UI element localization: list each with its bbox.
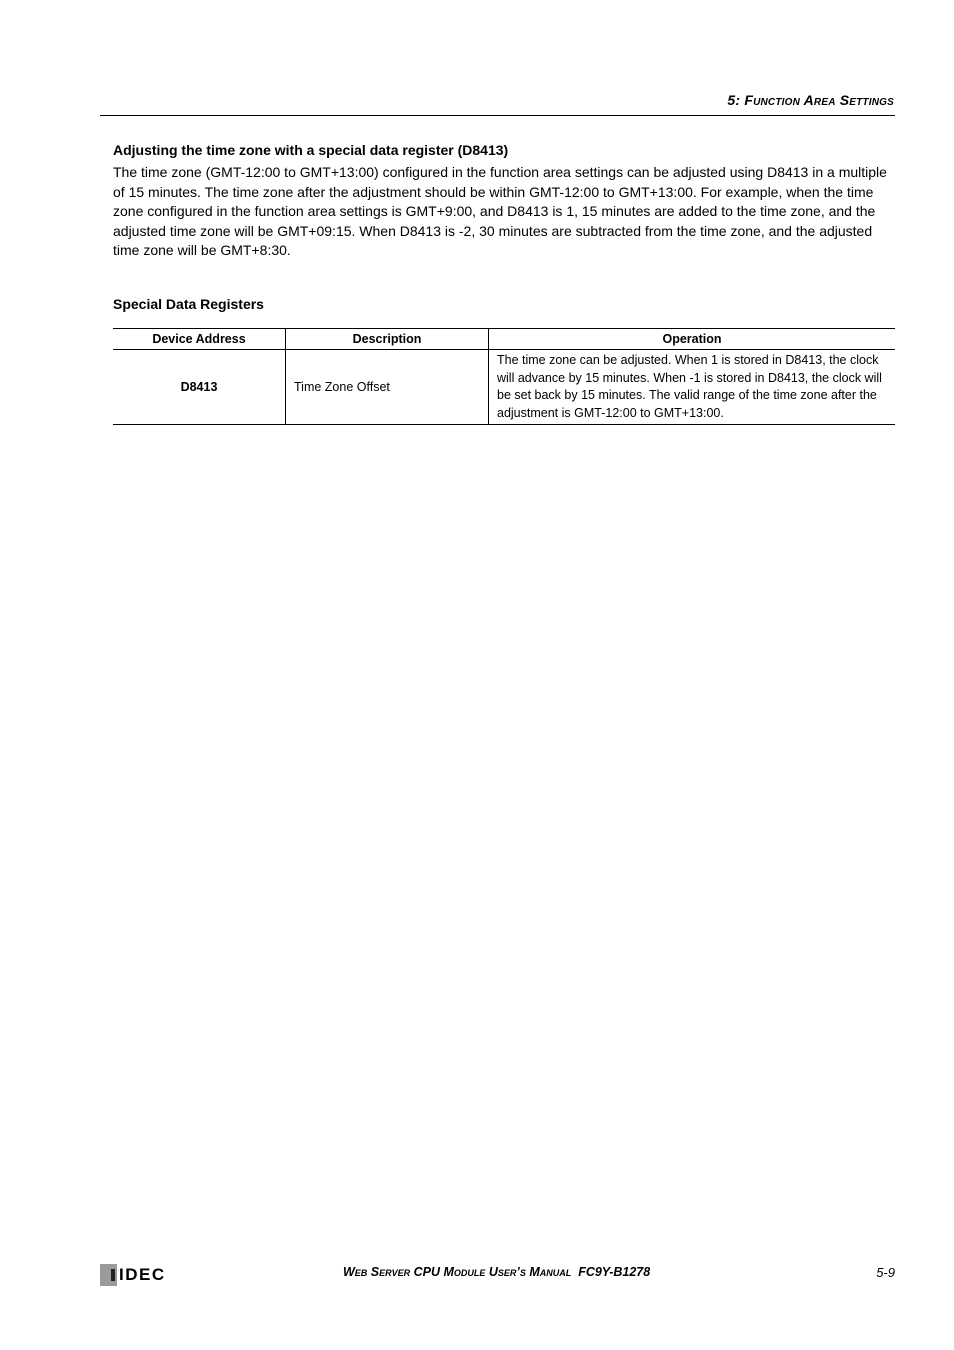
idec-logo [100,1264,166,1286]
page-number: 5-9 [876,1265,895,1280]
column-header-device-address: Device Address [113,329,286,350]
special-data-registers-table [113,328,895,425]
logo-mark-icon [100,1264,117,1286]
cell-device-address: D8413 [113,350,286,425]
table-heading: Special Data Registers [113,296,264,312]
cell-description: Time Zone Offset [286,350,489,425]
cell-operation: The time zone can be adjusted. When 1 is stored in D8413, the clock will advance by 15 minutes. When -1 is stored in D8413, the clock will be set back by 15 minutes. The valid range of the time zone after the adjustment is GMT-12:00 to GMT+13:00. [489,350,896,425]
footer-manual-title [343,1265,650,1279]
column-header-description: Description [286,329,489,350]
manual-doc-code: FC9Y-B1278 [578,1265,651,1279]
body-paragraph: The time zone (GMT-12:00 to GMT+13:00) configured in the function area settings can be adjusted using D8413 in a multiple of 15 minutes. The time zone after the adjustment should be within GMT-12:00 to GMT+13:00. For example, when the time zone configured in the function area settings is GMT+9:00, and D8413 is 1, 15 minutes are added to the time zone, and the adjusted time zone will be GMT+09:15. When D8413 is -2, 30 minutes are subtracted from the time zone, and the adjusted time zone will be GMT+8:30. [113,164,887,258]
column-header-operation: Operation [489,329,896,350]
header-divider [100,115,895,116]
section-heading: Adjusting the time zone with a special data register (D8413) [113,142,509,158]
manual-name: Web Server CPU Module User’s Manual [343,1265,572,1279]
table-header-row [113,329,895,350]
table-row [113,350,895,425]
chapter-header-title: 5: Function Area Settings [727,92,894,108]
logo-text: IDEC [119,1265,166,1284]
